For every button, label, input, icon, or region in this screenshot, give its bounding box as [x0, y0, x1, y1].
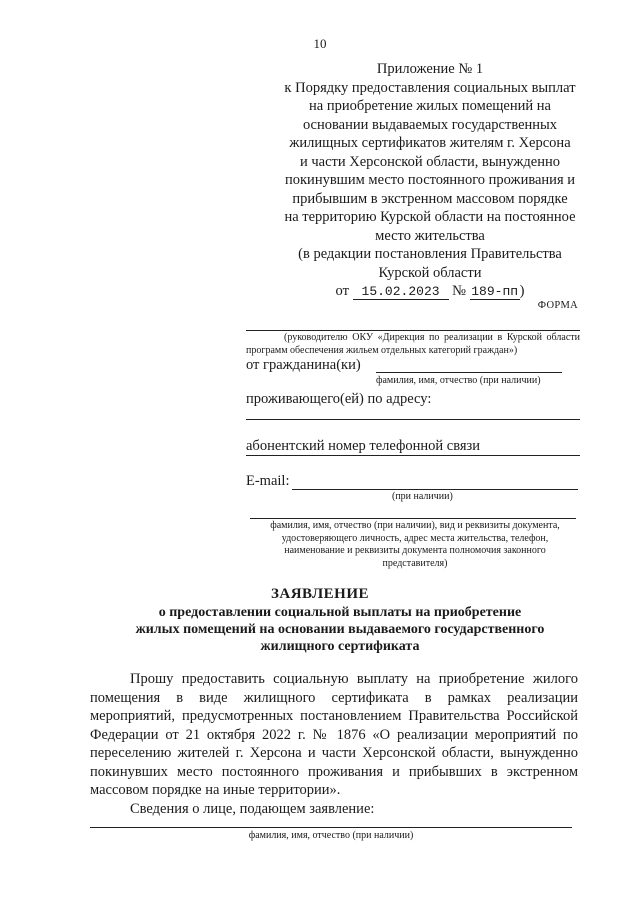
appendix-line: к Порядку предоставления социальных выплат — [284, 79, 576, 96]
appendix-line: (в редакции постановления Правительства — [298, 246, 562, 262]
fio-caption-applicant: фамилия, имя, отчество (при наличии) — [248, 830, 414, 841]
address-line — [246, 419, 580, 420]
address-label: проживающего(ей) по адресу: — [246, 391, 432, 407]
fio-caption: фамилия, имя, отчество (при наличии) — [376, 375, 541, 386]
document-title: ЗАЯВЛЕНИЕ — [270, 586, 370, 602]
appendix-line: основании выдаваемых государственных — [302, 116, 558, 133]
email-label: E-mail: — [246, 473, 290, 489]
representative-caption: фамилия, имя, отчество (при наличии), вид и реквизиты документа, удостоверяющего личность, адрес места жительства, телефон, наименование и реквизиты документа полномочия законного представителя) — [270, 520, 560, 569]
appendix-line: на территорию Курской области на постоянное — [284, 209, 576, 225]
appendix-line: на приобретение жилых помещений на — [309, 98, 551, 114]
appendix-line: Приложение № 1 — [376, 61, 484, 77]
from-citizen-line — [376, 372, 562, 373]
appendix-line: Курской области — [378, 264, 482, 281]
application-paragraph: Прошу предоставить социальную выплату на приобретение жилого помещения в виде жилищного сертификата в рамках реализации мероприятий, предусмотренных постановлением Правительства Российской Федерации от 21 октября 2022 г. № 1876 «О реализации мероприятий по переселению жителей г. Херсона и части Херсонской области, вынужденно покинувших место постоянного проживания и прибывших в экстренном массовом порядке на иные территории». — [90, 671, 578, 798]
subtitle-line: жилищного сертификата — [260, 639, 420, 654]
number-prefix: № — [452, 283, 467, 299]
appendix-header — [270, 60, 590, 301]
appendix-line: место жительства — [375, 227, 485, 244]
document-subtitle — [90, 604, 590, 655]
phone-label: абонентский номер телефонной связи — [246, 438, 481, 454]
recipient-line — [246, 330, 580, 331]
representative-line — [250, 518, 576, 519]
closing-paren: ) — [519, 283, 525, 299]
recipient-caption: (руководителю ОКУ «Дирекция по реализации в Курской области программ обеспечения жильем отдельных категорий граждан») — [246, 332, 580, 356]
appendix-line: и части Херсонской области, вынужденно — [300, 153, 560, 170]
resolution-number: 189-пп — [471, 284, 519, 299]
email-caption: (при наличии) — [392, 491, 453, 502]
appendix-line: жилищных сертификатов жителям г. Херсона — [289, 135, 571, 151]
subtitle-line: жилых помещений на основании выдаваемого государственного — [135, 622, 545, 637]
email-line — [292, 489, 578, 490]
form-label: ФОРМА — [537, 300, 578, 311]
subtitle-line: о предоставлении социальной выплаты на приобретение — [158, 605, 522, 620]
applicant-name-line — [90, 827, 572, 828]
page-number: 10 — [313, 36, 327, 51]
from-citizen-label: от гражданина(ки) — [246, 357, 361, 373]
applicant-info-label: Сведения о лице, подающем заявление: — [130, 800, 375, 817]
appendix-line: покинувшим место постоянного проживания и — [285, 172, 575, 188]
date-prefix: от — [335, 283, 349, 299]
appendix-line: прибывшим в экстренном массовом порядке — [292, 190, 568, 207]
resolution-date: 15.02.2023 — [353, 285, 449, 300]
phone-line — [246, 455, 580, 456]
application-body — [90, 670, 578, 818]
resolution-date-line — [270, 282, 590, 301]
